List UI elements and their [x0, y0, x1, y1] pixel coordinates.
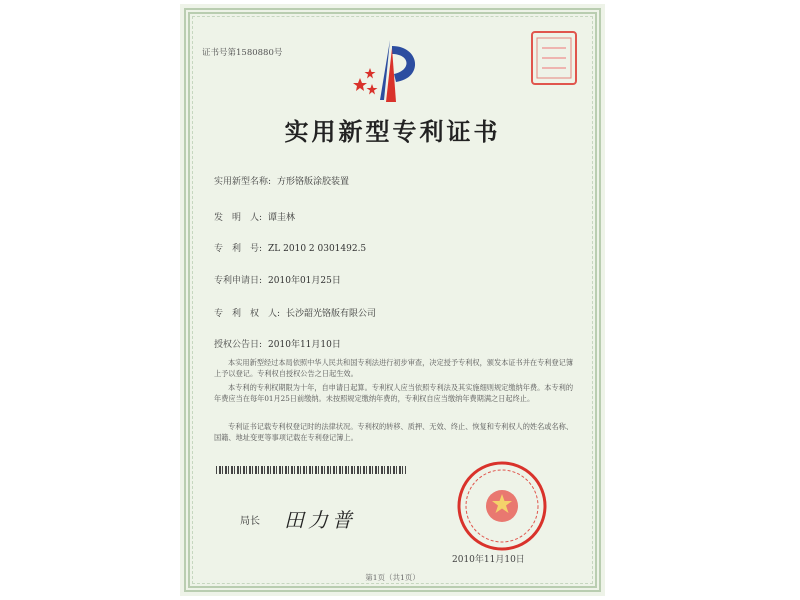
field-utility-name — [214, 174, 349, 187]
page-footer: 第1页（共1页） — [365, 573, 420, 582]
certificate-sheet — [180, 4, 605, 596]
patent-office-logo — [350, 38, 432, 104]
body-paragraph: 本专利的专利权期限为十年，自申请日起算。专利权人应当依照专利法及其实施细则规定缴纳年费。本专利的年费应当在每年01月25日前缴纳。未按照规定缴纳年费的，专利权自应当缴纳年费期满之日起终止。 — [214, 383, 574, 403]
certificate-title: 实用新型专利证书 — [284, 117, 501, 146]
field-value: 2010年01月25日 — [268, 276, 341, 286]
field-label: 实用新型名称: — [214, 177, 272, 187]
field-value: 谭圭林 — [268, 213, 296, 223]
field-inventor — [214, 210, 295, 223]
field-label: 专 利 权 人: — [214, 309, 281, 319]
field-label: 专 利 号: — [214, 244, 263, 254]
certificate-number: 证书号第1580880号 — [202, 48, 283, 58]
body-paragraph: 本实用新型经过本局依照中华人民共和国专利法进行初步审查，决定授予专利权，颁发本证书并在专利登记簿上予以登记。专利权自授权公告之日起生效。 — [214, 358, 574, 378]
field-grant-date — [214, 337, 341, 350]
field-patentee — [214, 306, 376, 319]
body-paragraph: 专利证书记载专利权登记时的法律状况。专利权的转移、质押、无效、终止、恢复和专利权人的姓名或名称、国籍、地址变更等事项记载在专利登记簿上。 — [214, 422, 574, 442]
director-signature: 田力普 — [284, 508, 356, 532]
field-patent-number — [214, 241, 366, 254]
official-red-seal — [456, 460, 548, 552]
field-value: 长沙韶光铬版有限公司 — [286, 309, 377, 319]
field-value: ZL 2010 2 0301492.5 — [268, 244, 367, 254]
registration-stamp — [530, 30, 578, 86]
barcode — [216, 466, 406, 474]
field-label: 授权公告日: — [214, 340, 263, 350]
field-label: 发 明 人: — [214, 213, 263, 223]
field-filing-date — [214, 273, 341, 286]
director-label: 局长 — [240, 516, 260, 527]
field-value: 2010年11月10日 — [268, 340, 341, 350]
field-label: 专利申请日: — [214, 276, 263, 286]
field-value: 方形铬版涂胶装置 — [277, 177, 350, 187]
seal-date: 2010年11月10日 — [452, 555, 525, 565]
